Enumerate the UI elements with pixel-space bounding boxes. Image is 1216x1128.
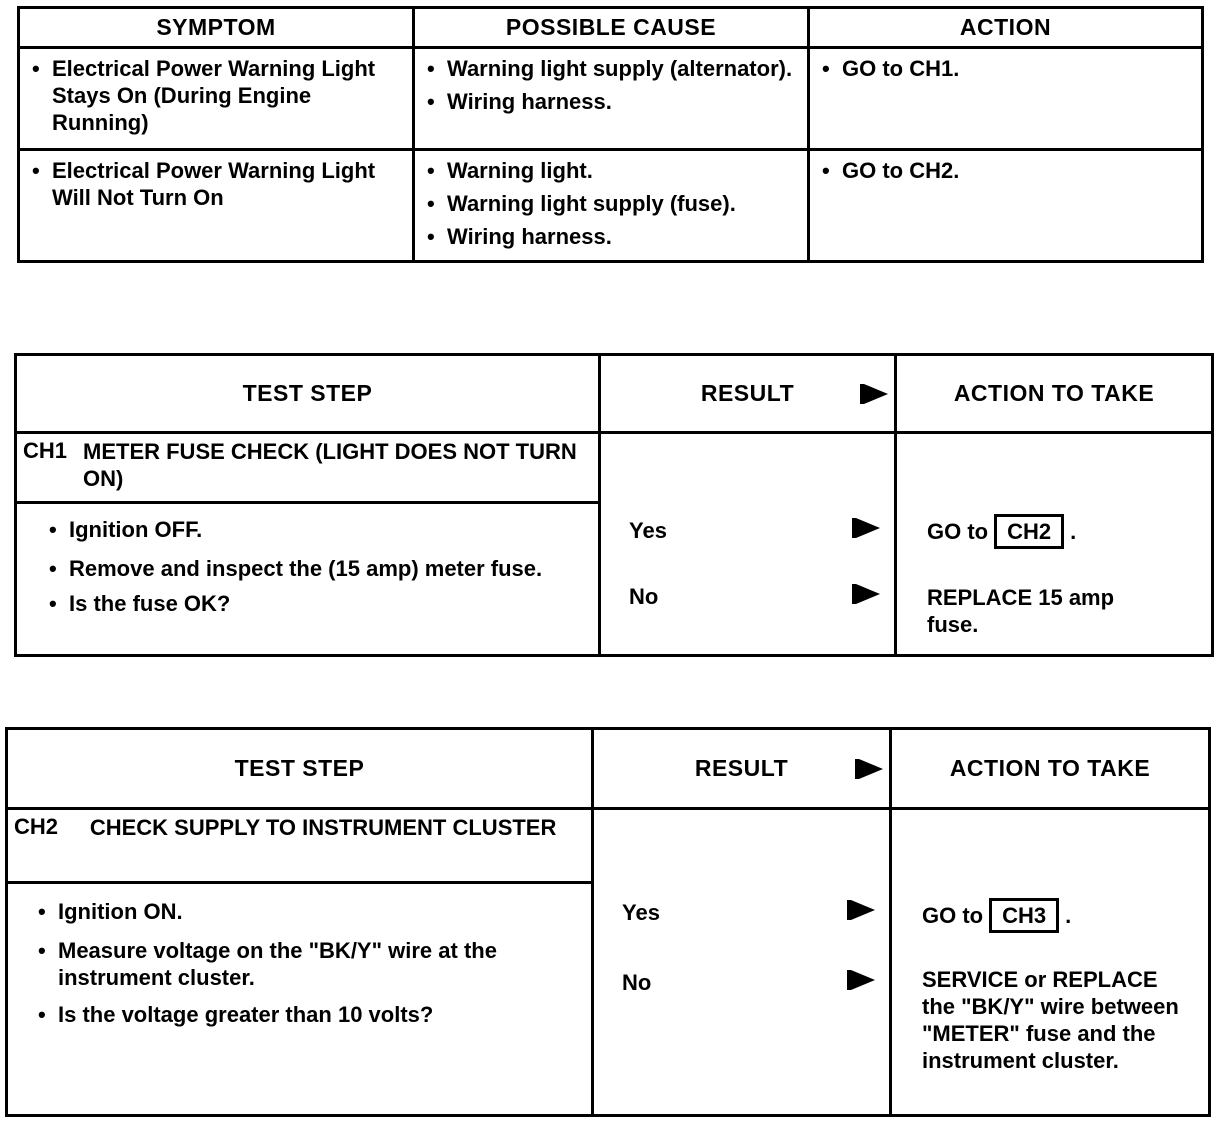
arrow-icon xyxy=(864,384,888,404)
cause-item: • Wiring harness. xyxy=(425,223,799,250)
cause-item: • Warning light. xyxy=(425,157,799,184)
action-to-take-header: ACTION TO TAKE xyxy=(891,729,1210,809)
test-step-table-ch1 xyxy=(14,353,1211,657)
cause-item: • Wiring harness. xyxy=(425,88,799,115)
test-step-table-ch2 xyxy=(5,727,1208,1117)
table-row xyxy=(19,150,1203,262)
result-no: No xyxy=(622,970,652,995)
action-cell xyxy=(891,809,1210,1116)
result-header: RESULT xyxy=(694,755,789,781)
arrow-icon xyxy=(851,970,875,990)
step-code: CH2 xyxy=(14,814,59,839)
no-action: REPLACE 15 amp fuse. xyxy=(927,585,1115,637)
possible-cause-header: POSSIBLE CAUSE xyxy=(414,8,809,48)
result-no: No xyxy=(629,584,659,609)
step-title: CHECK SUPPLY TO INSTRUMENT CLUSTER xyxy=(89,815,557,840)
action-to-take-header: ACTION TO TAKE xyxy=(896,355,1213,433)
action-cell xyxy=(896,433,1213,656)
arrow-icon xyxy=(856,518,880,538)
action-text: • GO to CH1. xyxy=(820,55,1193,82)
action-header: ACTION xyxy=(809,8,1203,48)
result-header: RESULT xyxy=(700,380,795,406)
step-item: • Is the voltage greater than 10 volts? xyxy=(36,1001,583,1028)
action-text: • GO to CH2. xyxy=(820,157,1193,184)
arrow-icon xyxy=(859,759,883,779)
arrow-icon xyxy=(856,584,880,604)
step-code: CH1 xyxy=(23,438,68,463)
arrow-icon xyxy=(851,900,875,920)
test-step-header: TEST STEP xyxy=(16,355,600,433)
step-item: • Measure voltage on the "BK/Y" wire at the instrument cluster. xyxy=(36,937,583,991)
result-yes: Yes xyxy=(629,518,667,543)
step-item: • Ignition ON. xyxy=(36,898,583,925)
result-cell xyxy=(593,809,891,1116)
no-action: SERVICE or REPLACE the "BK/Y" wire between "METER" fuse and the instrument cluster. xyxy=(922,967,1179,1073)
symptom-text: • Electrical Power Warning Light Will Not Turn On xyxy=(30,157,404,211)
step-title: METER FUSE CHECK (LIGHT DOES NOT TURN ON) xyxy=(83,439,577,491)
symptom-table xyxy=(17,6,1201,256)
table-row xyxy=(19,48,1203,150)
yes-action: GO to CH2 . xyxy=(927,514,1201,549)
result-yes: Yes xyxy=(622,900,660,925)
yes-action: GO to CH3 . xyxy=(922,898,1198,933)
symptom-header: SYMPTOM xyxy=(19,8,414,48)
symptom-text: • Electrical Power Warning Light Stays On (During Engine Running) xyxy=(30,55,404,136)
cause-item: • Warning light supply (alternator). xyxy=(425,55,799,82)
step-item: • Remove and inspect the (15 amp) meter fuse. xyxy=(47,555,590,582)
ch2-reference[interactable]: CH2 xyxy=(994,514,1064,549)
test-step-header: TEST STEP xyxy=(7,729,593,809)
step-item: • Is the fuse OK? xyxy=(47,590,590,617)
ch3-reference[interactable]: CH3 xyxy=(989,898,1059,933)
cause-item: • Warning light supply (fuse). xyxy=(425,190,799,217)
result-cell xyxy=(600,433,896,656)
step-item: • Ignition OFF. xyxy=(47,516,590,543)
